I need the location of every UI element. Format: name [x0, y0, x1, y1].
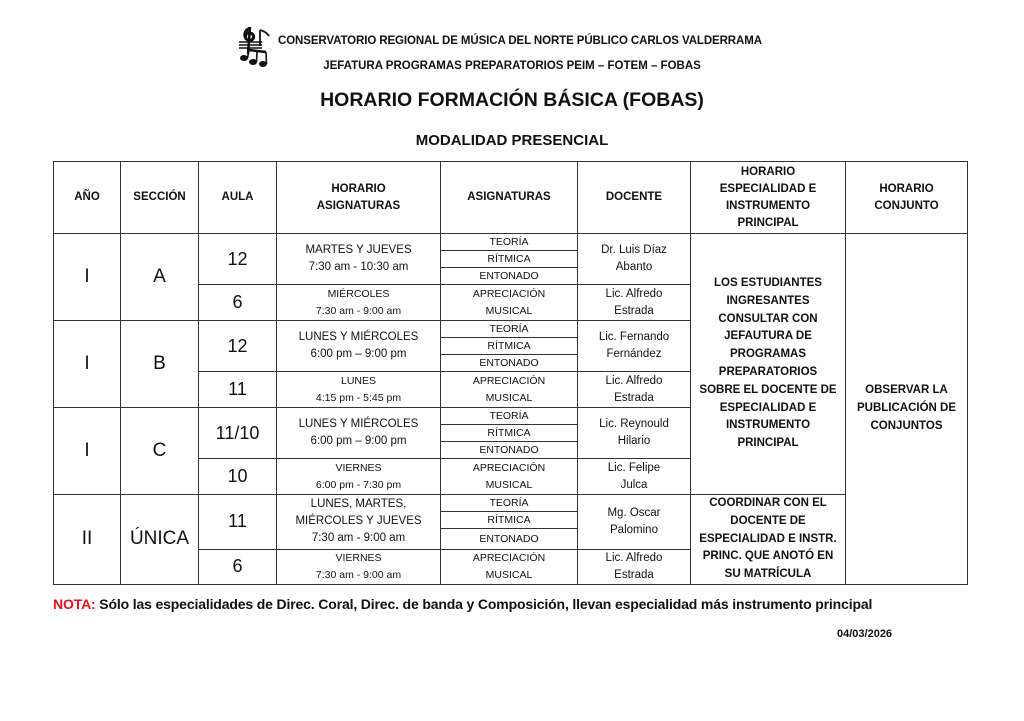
cell-seccion: B — [121, 321, 199, 408]
text-line: PROGRAMAS — [729, 348, 807, 361]
docente-line: Estrada — [614, 391, 654, 404]
institution-name: CONSERVATORIO REGIONAL DE MÚSICA DEL NORTE PÚBLICO CARLOS VALDERRAMA — [278, 35, 762, 47]
subject-line: MUSICAL — [485, 391, 533, 404]
docente-line: Fernández — [606, 348, 662, 360]
department-name: JEFATURA PROGRAMAS PREPARATORIOS PEIM – FOTEM – FOBAS — [323, 60, 701, 72]
text-line: PREPARATORIOS — [718, 366, 818, 378]
cell-aula: 11/10 — [199, 408, 277, 459]
cell-subject-teoria: TEORÍA — [441, 408, 578, 425]
header-line: HORARIO — [879, 182, 934, 195]
header-line: ESPECIALIDAD E — [719, 182, 817, 195]
cell-subject-ritmica: RÍTMICA — [441, 338, 578, 355]
cell-anio: II — [54, 495, 121, 585]
col-header-docente: DOCENTE — [578, 162, 691, 234]
cell-subject-entonado: ENTONADO — [441, 268, 578, 285]
col-header-horario-especialidad — [691, 162, 846, 234]
subject-line: APRECIACIÓN — [472, 461, 546, 474]
text-line: ESPECIALIDAD E — [719, 401, 817, 414]
cell-docente — [578, 549, 691, 584]
text-line: PRINCIPAL — [737, 437, 799, 450]
days-line: LUNES — [340, 374, 376, 387]
days-line: MIÉRCOLES Y JUEVES — [295, 515, 422, 528]
cell-docente — [578, 459, 691, 495]
time-line: 7:30 am - 9:00 am — [311, 532, 406, 545]
days-line: VIERNES — [335, 551, 382, 564]
cell-subject-entonado: ENTONADO — [441, 355, 578, 372]
schedule-table — [53, 161, 968, 585]
text-line: CONSULTAR CON — [718, 312, 818, 325]
docente-line: Estrada — [614, 568, 654, 581]
page-title: HORARIO FORMACIÓN BÁSICA (FOBAS) — [320, 89, 704, 111]
subject-line: MUSICAL — [485, 478, 533, 491]
col-header-asignaturas: ASIGNATURAS — [441, 162, 578, 234]
cell-docente — [578, 372, 691, 408]
cell-docente — [578, 495, 691, 550]
text-line: JEFAUTURA DE — [724, 330, 812, 343]
header-line: PRINCIPAL — [737, 216, 799, 229]
docente-line: Lic. Fernando — [598, 331, 670, 343]
subject-line: MUSICAL — [485, 568, 533, 581]
docente-line: Lic. Alfredo — [605, 551, 663, 564]
time-line: 6:00 pm - 7:30 pm — [315, 478, 402, 491]
cell-aula: 12 — [199, 321, 277, 372]
note-label: NOTA: — [53, 596, 96, 612]
header-line: HORARIO — [740, 165, 796, 178]
text-line: INGRESANTES — [726, 294, 810, 307]
cell-horario — [277, 459, 441, 495]
docente-line: Lic. Alfredo — [605, 374, 663, 387]
docente-line: Hilario — [617, 435, 651, 447]
cell-especialidad-note-2 — [691, 495, 846, 585]
time-line: 6:00 pm – 9:00 pm — [310, 348, 407, 360]
text-line: CONJUNTOS — [870, 419, 943, 432]
text-line: ESPECIALIDAD E INSTR. — [699, 532, 837, 545]
docente-line: Dr. Luis Díaz — [601, 244, 667, 256]
cell-subject-ritmica: RÍTMICA — [441, 512, 578, 529]
days-line: LUNES Y MIÉRCOLES — [298, 418, 419, 430]
docente-line: Abanto — [615, 261, 653, 273]
modality-subtitle: MODALIDAD PRESENCIAL — [415, 132, 609, 149]
time-line: 7:30 am - 9:00 am — [315, 568, 402, 581]
docente-line: Julca — [620, 478, 648, 491]
cell-docente — [578, 408, 691, 459]
cell-horario — [277, 408, 441, 459]
cell-conjunto-note — [846, 234, 968, 585]
table-row — [54, 234, 968, 251]
cell-anio: I — [54, 234, 121, 321]
subject-line: APRECIACIÓN — [472, 551, 546, 564]
cell-seccion: A — [121, 234, 199, 321]
cell-horario — [277, 234, 441, 285]
cell-subject-apreciacion — [441, 549, 578, 584]
text-line: OBSERVAR LA — [865, 384, 948, 397]
note-text: Sólo las especialidades de Direc. Coral, Direc. de banda y Composición, llevan especialidad más instrumento principal — [95, 596, 873, 612]
time-line: 4:15 pm - 5:45 pm — [315, 391, 402, 404]
cell-subject-apreciacion — [441, 285, 578, 321]
cell-subject-teoria: TEORÍA — [441, 495, 578, 512]
col-header-seccion: SECCIÓN — [121, 162, 199, 234]
days-line: VIERNES — [335, 461, 382, 474]
cell-subject-entonado: ENTONADO — [441, 442, 578, 459]
text-line: PRINC. QUE ANOTÓ EN — [702, 550, 834, 563]
days-line: MARTES Y JUEVES — [305, 244, 412, 256]
cell-aula: 6 — [199, 285, 277, 321]
cell-horario — [277, 285, 441, 321]
cell-especialidad-note — [691, 234, 846, 495]
time-line: 6:00 pm – 9:00 pm — [310, 435, 407, 447]
text-line: COORDINAR CON EL — [709, 497, 827, 509]
docente-line: Estrada — [614, 304, 654, 317]
header-line: ASIGNATURAS — [316, 199, 401, 212]
cell-anio: I — [54, 408, 121, 495]
docente-line: Mg. Oscar — [607, 506, 661, 519]
header-line: CONJUNTO — [874, 199, 939, 212]
text-line: LOS ESTUDIANTES — [714, 277, 822, 290]
days-line: MIÉRCOLES — [327, 287, 390, 300]
subject-line: MUSICAL — [485, 304, 533, 317]
cell-subject-apreciacion — [441, 372, 578, 408]
cell-aula: 10 — [199, 459, 277, 495]
cell-aula: 12 — [199, 234, 277, 285]
time-line: 7:30 am - 9:00 am — [315, 304, 402, 317]
col-header-horario-conjunto — [846, 162, 968, 234]
cell-aula: 11 — [199, 495, 277, 550]
table-row — [54, 495, 968, 512]
cell-docente — [578, 234, 691, 285]
cell-subject-ritmica: RÍTMICA — [441, 251, 578, 268]
docente-line: Lic. Felipe — [607, 461, 661, 474]
col-header-anio: AÑO — [54, 162, 121, 234]
col-header-aula: AULA — [199, 162, 277, 234]
docente-line: Lic. Alfredo — [605, 287, 663, 300]
cell-docente — [578, 321, 691, 372]
text-line: SOBRE EL DOCENTE DE — [699, 383, 837, 396]
cell-aula: 11 — [199, 372, 277, 408]
header-line: INSTRUMENTO — [725, 199, 811, 212]
cell-horario — [277, 495, 441, 550]
subject-line: APRECIACIÓN — [472, 374, 546, 387]
cell-horario — [277, 372, 441, 408]
cell-subject-teoria: TEORÍA — [441, 321, 578, 338]
text-line: PUBLICACIÓN DE — [856, 402, 957, 415]
document-date: 04/03/2026 — [837, 628, 893, 640]
cell-subject-entonado: ENTONADO — [441, 529, 578, 549]
docente-line: Lic. Reynould — [599, 418, 669, 430]
docente-line: Palomino — [610, 523, 658, 536]
cell-seccion: ÚNICA — [121, 495, 199, 585]
time-line: 7:30 am - 10:30 am — [308, 261, 409, 273]
subject-line: APRECIACIÓN — [472, 287, 546, 300]
cell-subject-teoria: TEORÍA — [441, 234, 578, 251]
text-line: INSTRUMENTO — [725, 419, 811, 432]
col-header-horario-asignaturas — [277, 162, 441, 234]
cell-seccion: C — [121, 408, 199, 495]
table-header-row — [54, 162, 968, 234]
header-line: HORARIO — [331, 182, 386, 195]
text-line: DOCENTE DE — [730, 514, 806, 527]
cell-horario — [277, 549, 441, 584]
cell-aula: 6 — [199, 549, 277, 584]
cell-anio: I — [54, 321, 121, 408]
days-line: LUNES, MARTES, — [310, 498, 407, 511]
cell-subject-apreciacion — [441, 459, 578, 495]
text-line: SU MATRÍCULA — [724, 568, 812, 581]
cell-horario — [277, 321, 441, 372]
cell-subject-ritmica: RÍTMICA — [441, 425, 578, 442]
footer-note — [53, 596, 872, 612]
cell-docente — [578, 285, 691, 321]
days-line: LUNES Y MIÉRCOLES — [298, 331, 419, 343]
